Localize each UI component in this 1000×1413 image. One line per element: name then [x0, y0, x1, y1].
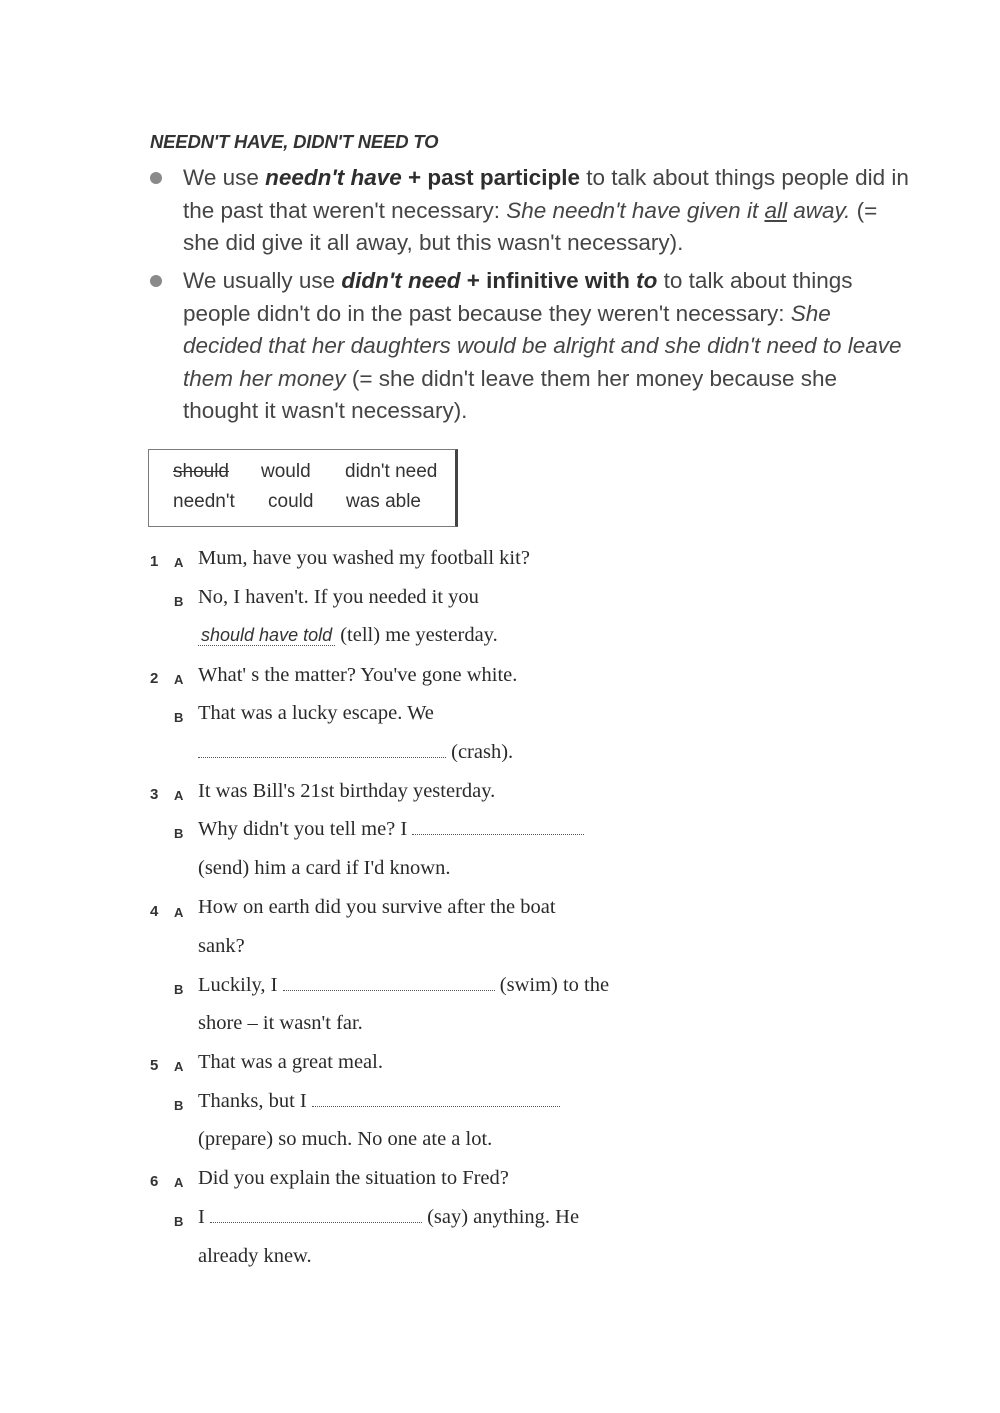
bullet-icon	[150, 172, 162, 184]
exercise-line: Why didn't you tell me? I	[198, 818, 584, 841]
speaker-label: B	[174, 826, 184, 841]
speaker-label: B	[174, 982, 184, 997]
exercise-line: No, I haven't. If you needed it you	[198, 586, 479, 608]
word-box-item: was able	[346, 491, 421, 512]
exercise-line: sank?	[198, 935, 245, 957]
answer-blank[interactable]	[198, 743, 446, 758]
exercise-line: (prepare) so much. No one ate a lot.	[198, 1128, 493, 1150]
word-box-item: would	[261, 461, 311, 482]
exercise-line: (send) him a card if I'd known.	[198, 857, 451, 879]
section-heading: NEEDN'T HAVE, DIDN'T NEED TO	[150, 131, 439, 152]
speaker-label: A	[174, 788, 184, 803]
exercise-line: Mum, have you washed my football kit?	[198, 547, 530, 569]
exercise-line: shore – it wasn't far.	[198, 1012, 363, 1034]
speaker-label: B	[174, 1214, 184, 1229]
word-box-item: didn't need	[345, 461, 438, 482]
word-box-item: could	[268, 491, 314, 512]
exercise-number: 5	[150, 1057, 159, 1074]
exercise-number: 4	[150, 903, 159, 920]
answer-blank[interactable]	[312, 1092, 560, 1107]
exercise-line: Did you explain the situation to Fred?	[198, 1167, 509, 1189]
answer-field[interactable]: should have told	[198, 625, 335, 646]
word-box-item: needn't	[173, 491, 235, 512]
grammar-rule-1: We use needn't have + past participle to talk about things people did in the past that weren't necessary: She needn't have given it all away. (= she did give it all away, but this wasn't necessary).	[183, 162, 913, 260]
bullet-icon	[150, 275, 162, 287]
grammar-rule-2: We usually use didn't need + infinitive with to to talk about things people didn't do in the past because they weren't necessary: She decided that her daughters would be alright and she didn't need to leave them her money (= she didn't leave them her money because she thought it wasn't necessary).	[183, 265, 913, 428]
exercise-line: It was Bill's 21st birthday yesterday.	[198, 780, 496, 802]
exercise-number: 2	[150, 670, 159, 687]
exercise-line: (crash).	[198, 741, 513, 764]
exercise-line: I (say) anything. He	[198, 1206, 580, 1228]
speaker-label: A	[174, 1175, 184, 1190]
exercise-number: 3	[150, 786, 159, 803]
answer-blank[interactable]	[283, 976, 495, 991]
speaker-label: A	[174, 1059, 184, 1074]
exercise-line: That was a great meal.	[198, 1051, 383, 1073]
speaker-label: A	[174, 555, 184, 570]
speaker-label: B	[174, 594, 184, 609]
word-box	[148, 449, 458, 527]
word-box-item: should	[173, 461, 229, 482]
answer-blank[interactable]	[210, 1208, 422, 1223]
exercise-line: That was a lucky escape. We	[198, 702, 434, 724]
exercise-line: What' s the matter? You've gone white.	[198, 664, 518, 686]
speaker-label: A	[174, 905, 184, 920]
exercise-line: How on earth did you survive after the boat	[198, 896, 556, 918]
speaker-label: B	[174, 710, 184, 725]
exercise-number: 6	[150, 1173, 159, 1190]
speaker-label: B	[174, 1098, 184, 1113]
answer-blank[interactable]	[412, 820, 584, 835]
speaker-label: A	[174, 672, 184, 687]
exercise-line: already knew.	[198, 1245, 312, 1267]
exercise-line: Thanks, but I	[198, 1090, 560, 1113]
exercise-number: 1	[150, 553, 159, 570]
exercise-line: Luckily, I (swim) to the	[198, 974, 610, 996]
exercise-line: should have told (tell) me yesterday.	[198, 624, 498, 647]
